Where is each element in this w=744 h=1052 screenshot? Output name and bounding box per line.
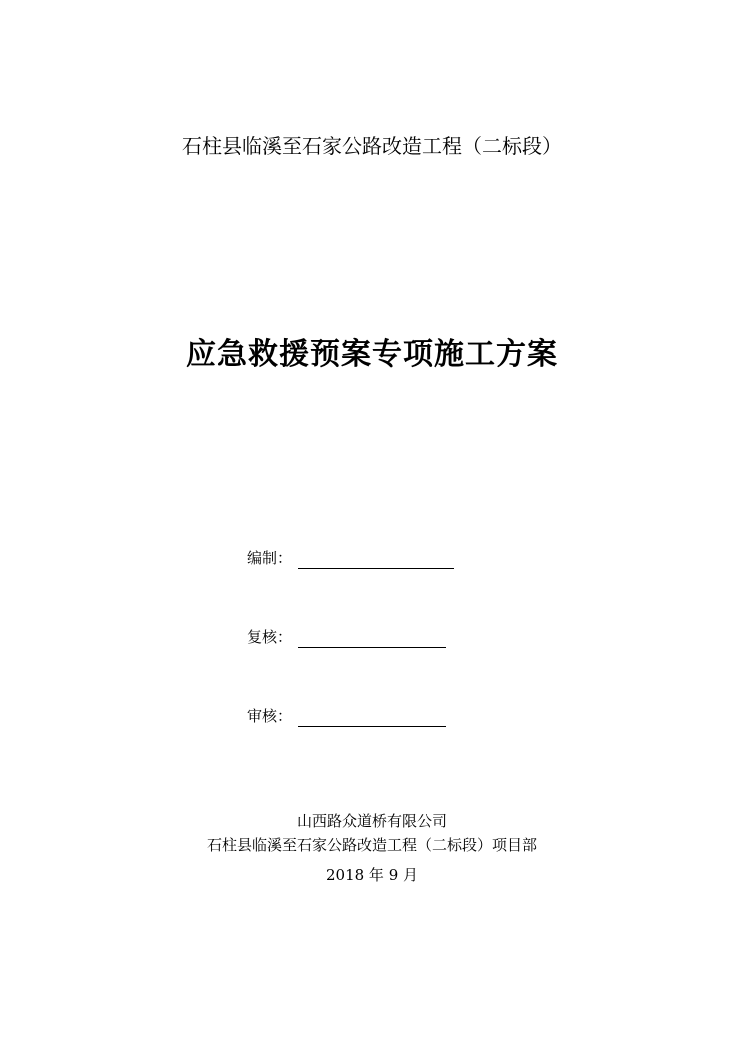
review-signature-row	[247, 622, 446, 648]
compile-signature-line	[298, 548, 454, 569]
document-title: 应急救援预案专项施工方案	[186, 337, 558, 372]
review-label: 复核：	[247, 628, 293, 646]
audit-signature-row	[247, 701, 446, 727]
company-name: 山西路众道桥有限公司	[296, 812, 447, 830]
document-date: 2018 年 9 月	[325, 866, 419, 884]
project-department: 石柱县临溪至石家公路改造工程（二标段）项目部	[206, 836, 537, 854]
audit-label: 审核：	[247, 707, 293, 725]
project-title: 石柱县临溪至石家公路改造工程（二标段）	[182, 134, 562, 158]
compile-signature-row	[247, 543, 454, 569]
review-signature-line	[298, 627, 446, 648]
compile-label: 编制：	[247, 549, 293, 567]
audit-signature-line	[298, 706, 446, 727]
